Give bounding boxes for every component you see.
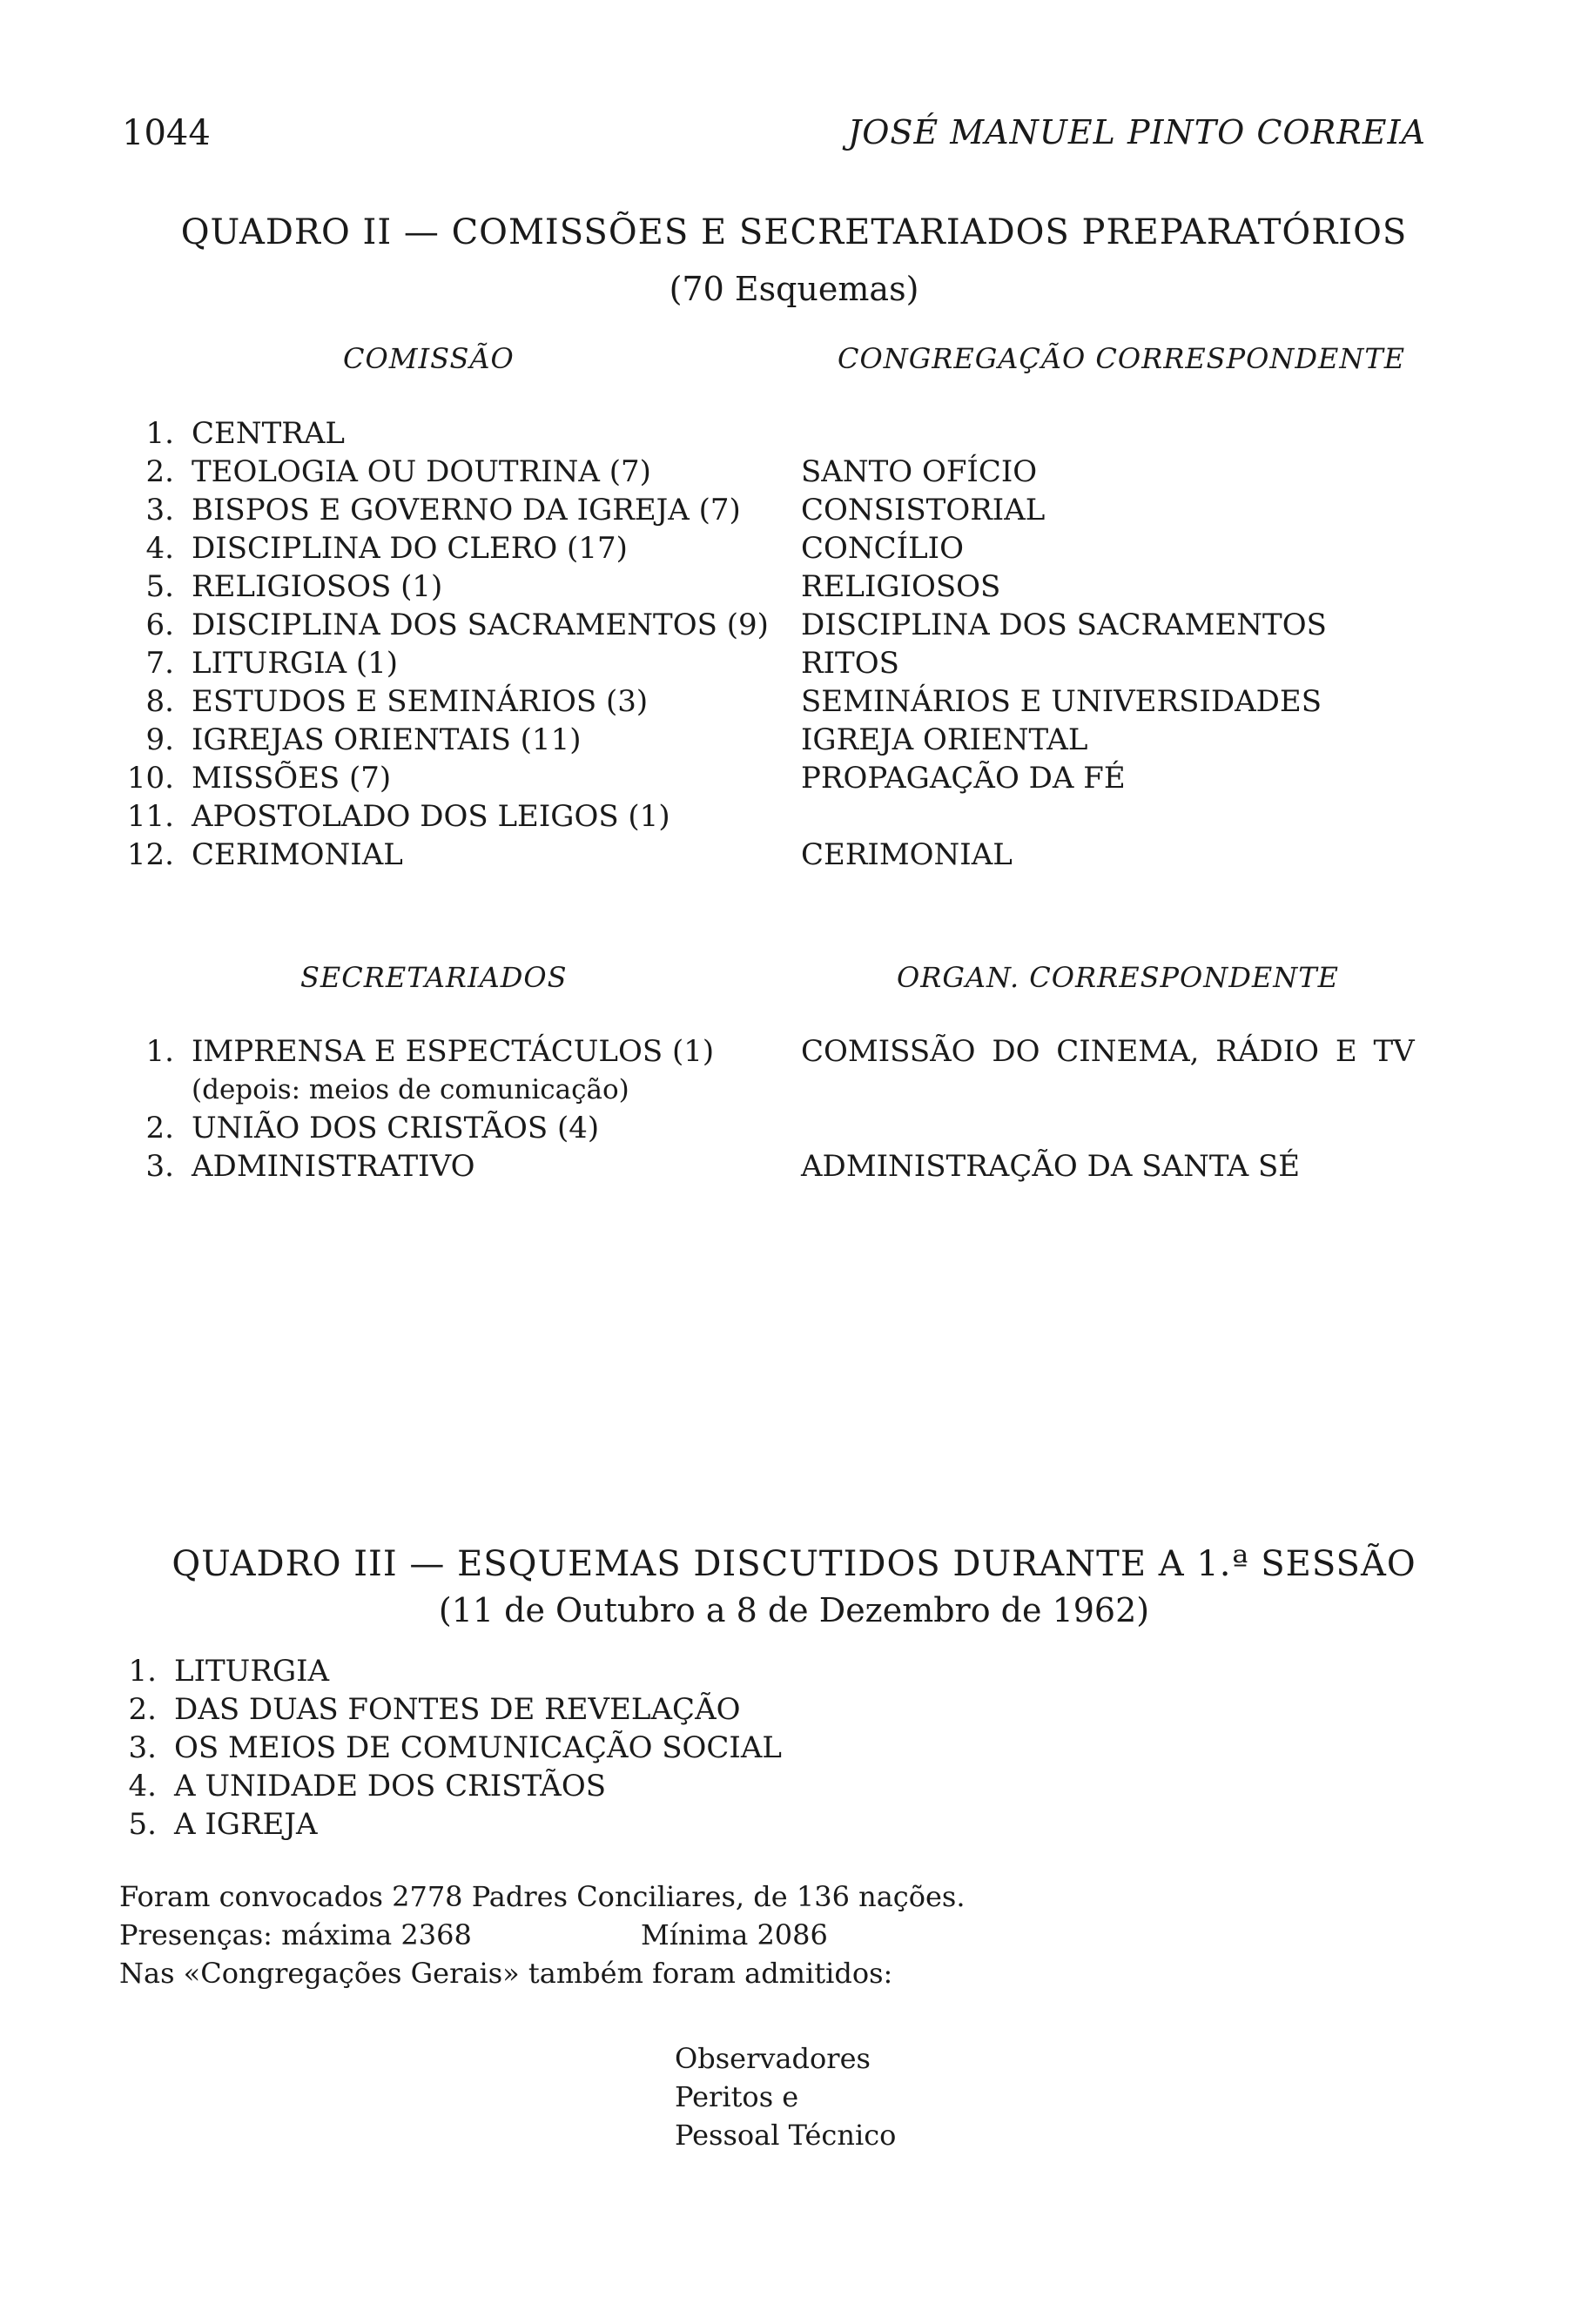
congregacao-item: IGREJA ORIENTAL <box>801 722 1088 757</box>
convocados-line: Foram convocados 2778 Padres Conciliares, de 136 nações. <box>119 1880 966 1913</box>
esquema-row <box>128 1767 607 1805</box>
esquema-number: 5. <box>128 1807 157 1842</box>
congregacao-item: DISCIPLINA DOS SACRAMENTOS <box>801 608 1327 642</box>
secretariado-number: 3. <box>145 1149 174 1184</box>
quadro-2-title: QUADRO II — COMISSÕES E SECRETARIADOS PREPARATÓRIOS <box>180 212 1408 252</box>
comissao-row <box>126 836 403 874</box>
comissao-name: RELIGIOSOS (1) <box>192 569 443 604</box>
organ-item: ADMINISTRAÇÃO DA SANTA SÉ <box>801 1149 1301 1184</box>
esquema-number: 2. <box>128 1692 157 1727</box>
comissao-number: 5. <box>145 569 174 604</box>
congregacao-item: PROPAGAÇÃO DA FÉ <box>801 761 1126 796</box>
comissao-name: DISCIPLINA DO CLERO (17) <box>192 531 628 566</box>
esquema-name: A IGREJA <box>174 1807 318 1842</box>
comissao-row <box>145 721 582 759</box>
comissao-row <box>145 568 443 606</box>
running-head: JOSÉ MANUEL PINTO CORREIA <box>848 113 1426 151</box>
admitido-item: Pessoal Técnico <box>675 2119 897 2152</box>
secretariado-row <box>145 1147 475 1186</box>
esquema-name: OS MEIOS DE COMUNICAÇÃO SOCIAL <box>174 1730 782 1765</box>
comissao-number: 8. <box>145 684 174 719</box>
presencas-minima: Mínima 2086 <box>641 1918 828 1951</box>
secretariado-number: 2. <box>145 1111 174 1145</box>
secretariado-name: ADMINISTRATIVO <box>192 1149 475 1184</box>
comissao-name: BISPOS E GOVERNO DA IGREJA (7) <box>192 493 741 527</box>
admitido-item: Observadores <box>675 2042 871 2075</box>
comissao-row <box>145 529 628 568</box>
comissao-number: 11. <box>126 799 174 834</box>
esquema-row <box>128 1690 741 1729</box>
congregacao-item: CONCÍLIO <box>801 531 964 566</box>
comissao-row <box>145 606 769 644</box>
column-header-congregacao: CONGREGAÇÃO CORRESPONDENTE <box>838 342 1406 375</box>
column-header-comissao: COMISSÃO <box>343 342 515 375</box>
comissao-number: 1. <box>145 416 174 451</box>
admitidos-intro: Nas «Congregações Gerais» também foram admitidos: <box>119 1957 893 1990</box>
comissao-name: APOSTOLADO DOS LEIGOS (1) <box>192 799 670 834</box>
comissao-name: LITURGIA (1) <box>192 646 399 681</box>
comissao-row <box>145 453 651 491</box>
congregacao-item: RITOS <box>801 646 899 681</box>
comissao-number: 12. <box>126 837 174 872</box>
comissao-row <box>145 491 741 529</box>
comissao-name: CENTRAL <box>192 416 345 451</box>
comissao-number: 9. <box>145 722 174 757</box>
comissao-number: 7. <box>145 646 174 681</box>
comissao-row <box>145 644 399 682</box>
congregacao-item: SANTO OFÍCIO <box>801 454 1038 489</box>
quadro-3-title: QUADRO III — ESQUEMAS DISCUTIDOS DURANTE A 1.ª SESSÃO <box>172 1544 1416 1584</box>
comissao-row <box>145 414 345 453</box>
comissao-name: IGREJAS ORIENTAIS (11) <box>192 722 582 757</box>
esquema-number: 3. <box>128 1730 157 1765</box>
quadro-2-subtitle: (70 Esquemas) <box>669 270 919 308</box>
secretariado-row <box>145 1109 600 1147</box>
esquema-row <box>128 1729 782 1767</box>
comissao-row <box>126 759 392 797</box>
comissao-number: 2. <box>145 454 174 489</box>
secretariado-name: IMPRENSA E ESPECTÁCULOS (1) <box>192 1034 715 1069</box>
column-header-secretariados: SECRETARIADOS <box>300 961 568 994</box>
secretariado-note: (depois: meios de comunicação) <box>192 1074 629 1105</box>
organ-item: COMISSÃO DO CINEMA, RÁDIO E TV <box>801 1034 1415 1069</box>
secretariado-row <box>145 1032 715 1071</box>
comissao-row <box>145 682 649 721</box>
comissao-name: MISSÕES (7) <box>192 761 392 796</box>
presencas-maxima: Presenças: máxima 2368 <box>119 1918 472 1951</box>
comissao-name: DISCIPLINA DOS SACRAMENTOS (9) <box>192 608 769 642</box>
esquema-name: LITURGIA <box>174 1654 330 1689</box>
comissao-number: 4. <box>145 531 174 566</box>
page-number: 1044 <box>122 113 211 153</box>
quadro-3-subtitle: (11 de Outubro a 8 de Dezembro de 1962) <box>438 1591 1150 1629</box>
esquema-row <box>128 1805 318 1844</box>
congregacao-item: CERIMONIAL <box>801 837 1013 872</box>
comissao-name: ESTUDOS E SEMINÁRIOS (3) <box>192 684 649 719</box>
comissao-number: 3. <box>145 493 174 527</box>
comissao-name: CERIMONIAL <box>192 837 403 872</box>
secretariado-name: UNIÃO DOS CRISTÃOS (4) <box>192 1111 600 1145</box>
comissao-number: 10. <box>126 761 174 796</box>
comissao-number: 6. <box>145 608 174 642</box>
comissao-name: TEOLOGIA OU DOUTRINA (7) <box>192 454 651 489</box>
esquema-number: 4. <box>128 1769 157 1803</box>
column-header-organ: ORGAN. CORRESPONDENTE <box>897 961 1339 994</box>
esquema-name: A UNIDADE DOS CRISTÃOS <box>174 1769 607 1803</box>
congregacao-item: CONSISTORIAL <box>801 493 1046 527</box>
esquema-row <box>128 1652 330 1690</box>
congregacao-item: RELIGIOSOS <box>801 569 1001 604</box>
comissao-row <box>126 797 670 836</box>
esquema-number: 1. <box>128 1654 157 1689</box>
secretariado-number: 1. <box>145 1034 174 1069</box>
congregacao-item: SEMINÁRIOS E UNIVERSIDADES <box>801 684 1322 719</box>
esquema-name: DAS DUAS FONTES DE REVELAÇÃO <box>174 1692 741 1727</box>
admitido-item: Peritos e <box>675 2080 799 2113</box>
